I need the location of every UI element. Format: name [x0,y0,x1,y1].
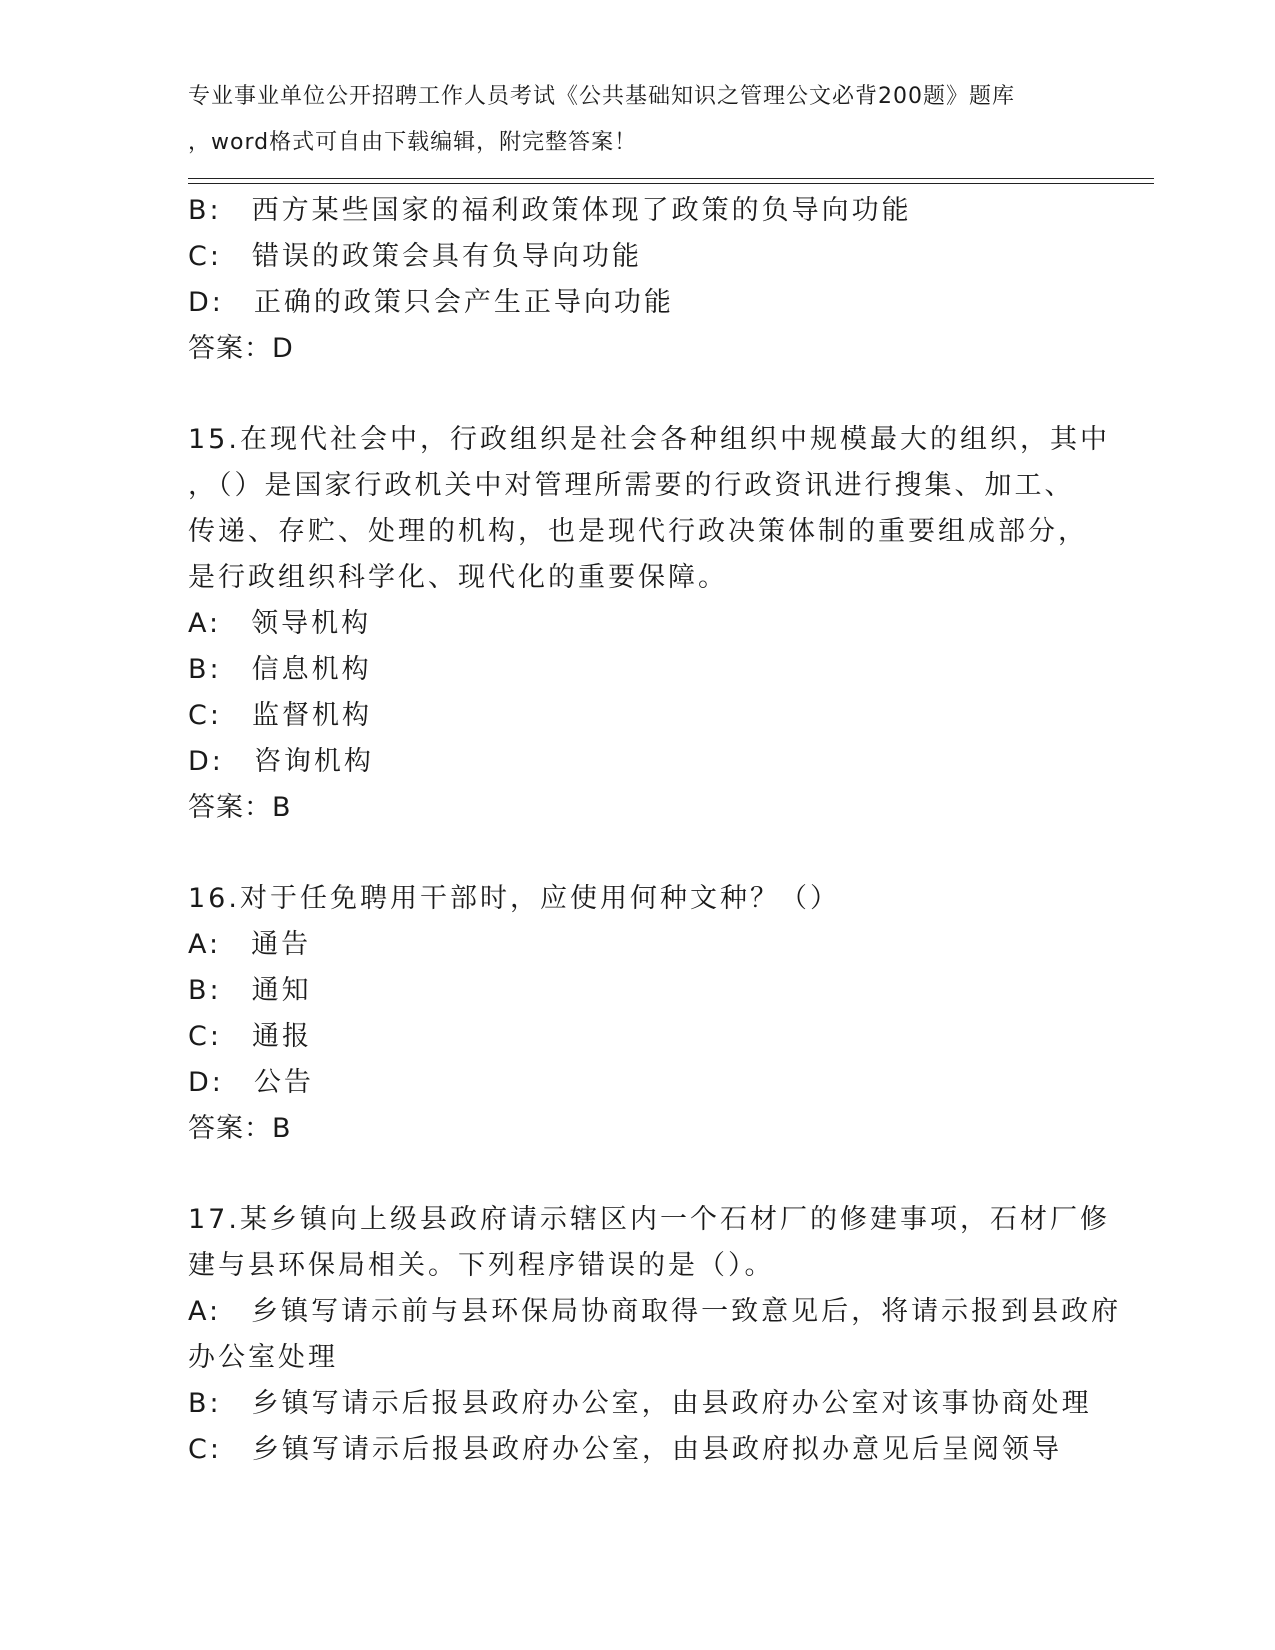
spacer [188,372,1088,417]
option-c: C: 通报 [188,1021,312,1052]
question-stem-line: 建与县环保局相关。下列程序错误的是（）。 [188,1250,775,1281]
document-header [188,74,1088,166]
spacer [188,1152,1088,1197]
option-c: C: 乡镇写请示后报县政府办公室，由县政府拟办意见后呈阅领导 [188,1434,1062,1465]
option-a: A: 通告 [188,929,312,960]
option-a-continued: 办公室处理 [188,1342,338,1373]
option-a: A: 乡镇写请示前与县环保局协商取得一致意见后，将请示报到县政府 [188,1296,1122,1327]
option-b: B: 乡镇写请示后报县政府办公室，由县政府办公室对该事协商处理 [188,1388,1092,1419]
answer-line: 答案：B [188,792,292,823]
header-divider-bottom [188,183,1154,184]
question-stem-line: 15.在现代社会中，行政组织是社会各种组织中规模最大的组织，其中 [188,424,1110,455]
option-a: A: 领导机构 [188,608,372,639]
question-stem-line: 是行政组织科学化、现代化的重要保障。 [188,562,728,593]
header-title-line-1: 专业事业单位公开招聘工作人员考试《公共基础知识之管理公文必背200题》题库 [188,84,1015,109]
header-divider-top [188,178,1154,179]
question-stem-line: ，（）是国家行政机关中对管理所需要的行政资讯进行搜集、加工、 [188,470,1075,501]
question-list [188,188,1122,1473]
question-16 [188,876,1088,1152]
answer-line: 答案：B [188,1113,292,1144]
option-c: C: 监督机构 [188,700,372,731]
question-17 [188,1197,1122,1473]
option-b: B: 信息机构 [188,654,372,685]
header-title-line-2: ，word格式可自由下载编辑，附完整答案！ [188,130,638,155]
question-15 [188,417,1110,831]
question-stem-line: 16.对于任免聘用干部时，应使用何种文种？（） [188,883,840,914]
question-stem-line: 传递、存贮、处理的机构，也是现代行政决策体制的重要组成部分， [188,516,1088,547]
option-d: D: 正确的政策只会产生正导向功能 [188,287,674,318]
option-b: B: 通知 [188,975,312,1006]
option-c: C: 错误的政策会具有负导向功能 [188,241,642,272]
option-d: D: 咨询机构 [188,746,374,777]
answer-line: 答案：D [188,333,294,364]
option-d: D: 公告 [188,1067,314,1098]
question-14-tail [188,188,1088,372]
option-b: B: 西方某些国家的福利政策体现了政策的负导向功能 [188,195,912,226]
spacer [188,831,1088,876]
question-stem-line: 17.某乡镇向上级县政府请示辖区内一个石材厂的修建事项，石材厂修 [188,1204,1110,1235]
